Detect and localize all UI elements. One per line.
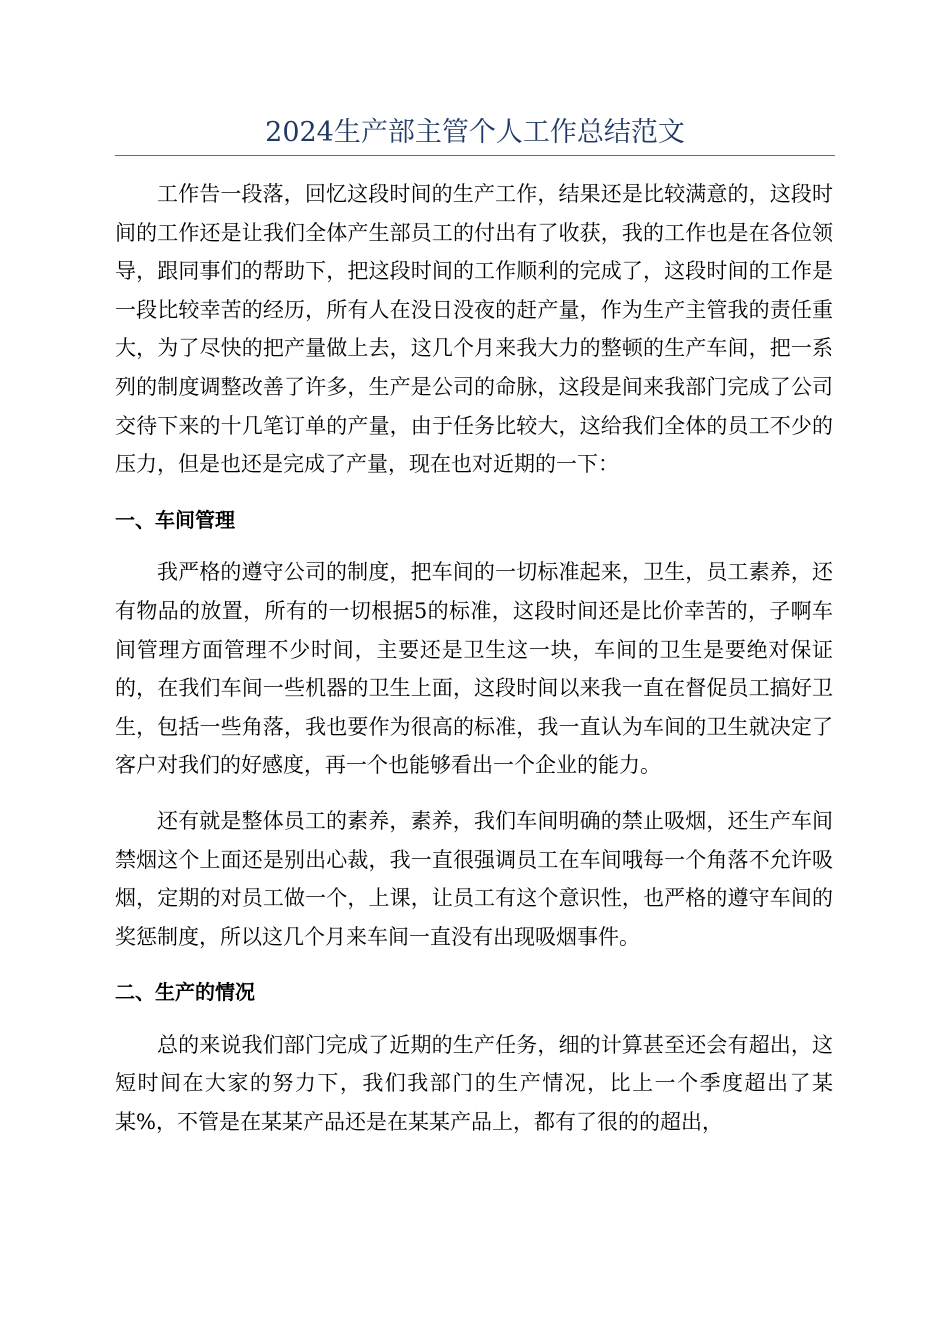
section-paragraph: 还有就是整体员工的素养，素养，我们车间明确的禁止吸烟，还生产车间禁烟这个上面还是别出心裁，我一直很强调员工在车间哦每一个角落不允许吸烟，定期的对员工做一个，上课，让员工有这个意识性，也严格的遵守车间的奖惩制度，所以这几个月来车间一直没有出现吸烟事件。: [115, 808, 833, 949]
page-title: 2024生产部主管个人工作总结范文: [265, 117, 685, 148]
section-paragraph: 总的来说我们部门完成了近期的生产任务，细的计算甚至还会有超出，这短时间在大家的努力下，我们我部门的生产情况，比上一个季度超出了某某%，不管是在某某产品还是在某某产品上，都有了很的的超出，: [115, 1032, 833, 1135]
intro-paragraph: 工作告一段落，回忆这段时间的生产工作，结果还是比较满意的，这段时间的工作还是让我们全体产生部员工的付出有了收获，我的工作也是在各位领导，跟同事们的帮助下，把这段时间的工作顺利的完成了，这段时间的工作是一段比较幸苦的经历，所有人在没日没夜的赶产量，作为生产主管我的责任重大，为了尽快的把产量做上去，这几个月来我大力的整顿的生产车间，把一系列的制度调整改善了许多，生产是公司的命脉，这段是间来我部门完成了公司交待下来的十几笔订单的产量，由于任务比较大，这给我们全体的员工不少的压力，但是也还是完成了产量，现在也对近期的一下：: [115, 182, 833, 477]
section-heading-workshop: 一、车间管理: [115, 507, 235, 532]
title-underline: [115, 155, 835, 156]
section-heading-production: 二、生产的情况: [115, 980, 255, 1005]
document-body: [115, 175, 833, 1159]
section-paragraph: 我严格的遵守公司的制度，把车间的一切标准起来，卫生，员工素养，还有物品的放置，所有的一切根据5的标准，这段时间还是比价幸苦的，子啊车间管理方面管理不少时间，主要还是卫生这一块，车间的卫生是要绝对保证的，在我们车间一些机器的卫生上面，这段时间以来我一直在督促员工搞好卫生，包括一些角落，我也要作为很高的标准，我一直认为车间的卫生就决定了客户对我们的好感度，再一个也能够看出一个企业的能力。: [115, 560, 833, 778]
